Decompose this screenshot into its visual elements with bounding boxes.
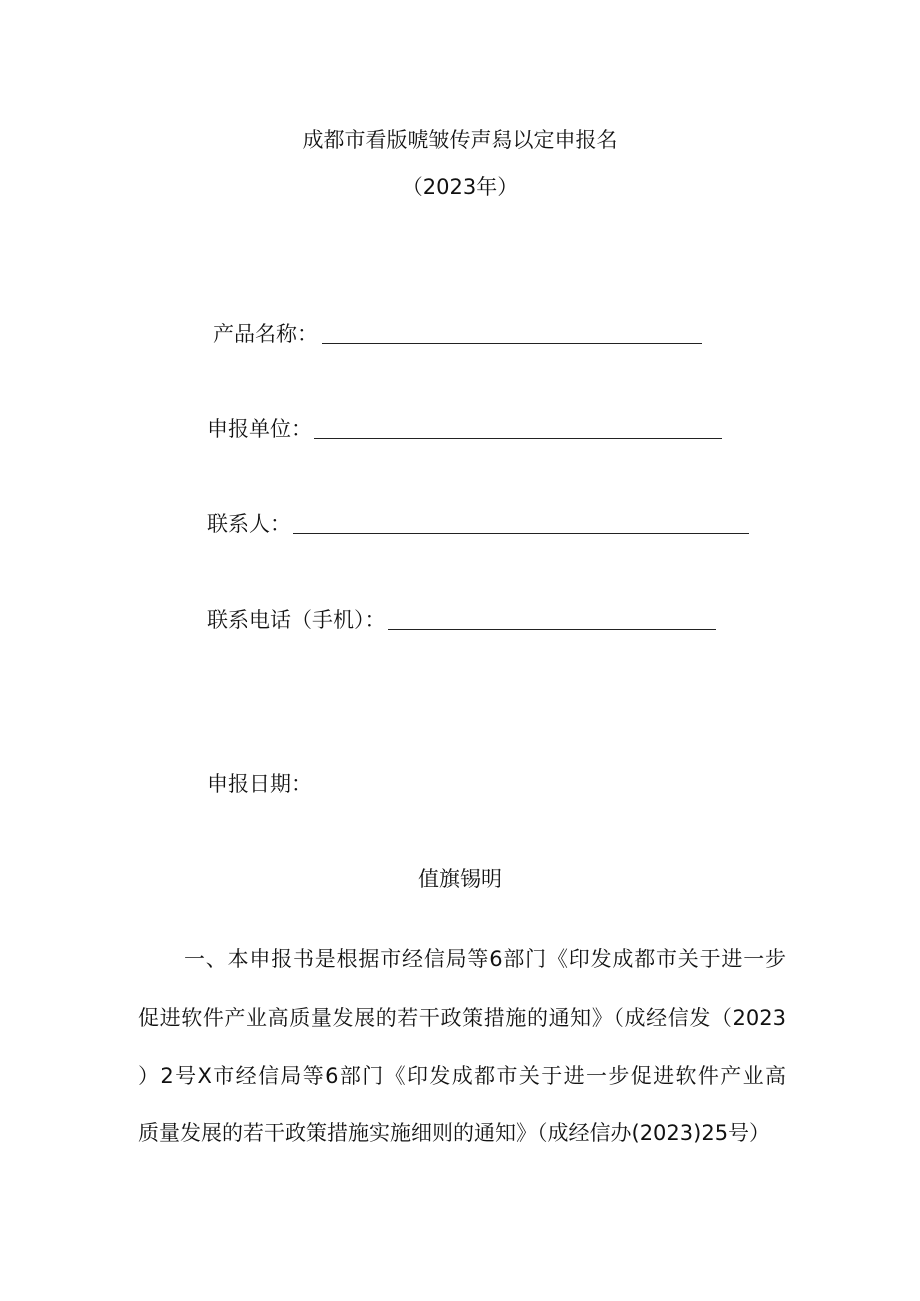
contact-person-label: 联系人： xyxy=(207,512,291,536)
application-date-label: 申报日期： xyxy=(207,772,312,796)
contact-person-field xyxy=(207,508,749,538)
product-name-field xyxy=(213,318,702,348)
contact-person-blank-line[interactable] xyxy=(293,532,749,534)
document-title: 成都市看版唬皱传声舄以定申报名 xyxy=(302,128,618,152)
contact-phone-field xyxy=(207,604,716,634)
applicant-unit-field xyxy=(207,413,722,443)
notes-paragraph-line: 一、本申报书是根据市经信局等6部门《印发成都市关于进一步 xyxy=(184,947,786,971)
notes-paragraph-line: 质量发展的若干政策措施实施细则的通知》（成经信办(2023)25号） xyxy=(138,1121,771,1145)
contact-phone-blank-line[interactable] xyxy=(388,628,716,630)
notes-heading: 值旗锡明 xyxy=(418,867,502,891)
notes-paragraph-line: ）2号X市经信局等6部门《印发成都市关于进一步促进软件产业高 xyxy=(138,1064,786,1088)
applicant-unit-label: 申报单位： xyxy=(207,417,312,441)
applicant-unit-blank-line[interactable] xyxy=(314,437,722,439)
contact-phone-label: 联系电话（手机）： xyxy=(207,608,386,632)
document-year: （2023年） xyxy=(401,175,519,199)
product-name-label: 产品名称： xyxy=(213,322,318,346)
notes-paragraph-line: 促进软件产业高质量发展的若干政策措施的通知》（成经信发（2023 xyxy=(138,1006,786,1030)
product-name-blank-line[interactable] xyxy=(322,342,702,344)
application-date-field xyxy=(207,768,312,798)
